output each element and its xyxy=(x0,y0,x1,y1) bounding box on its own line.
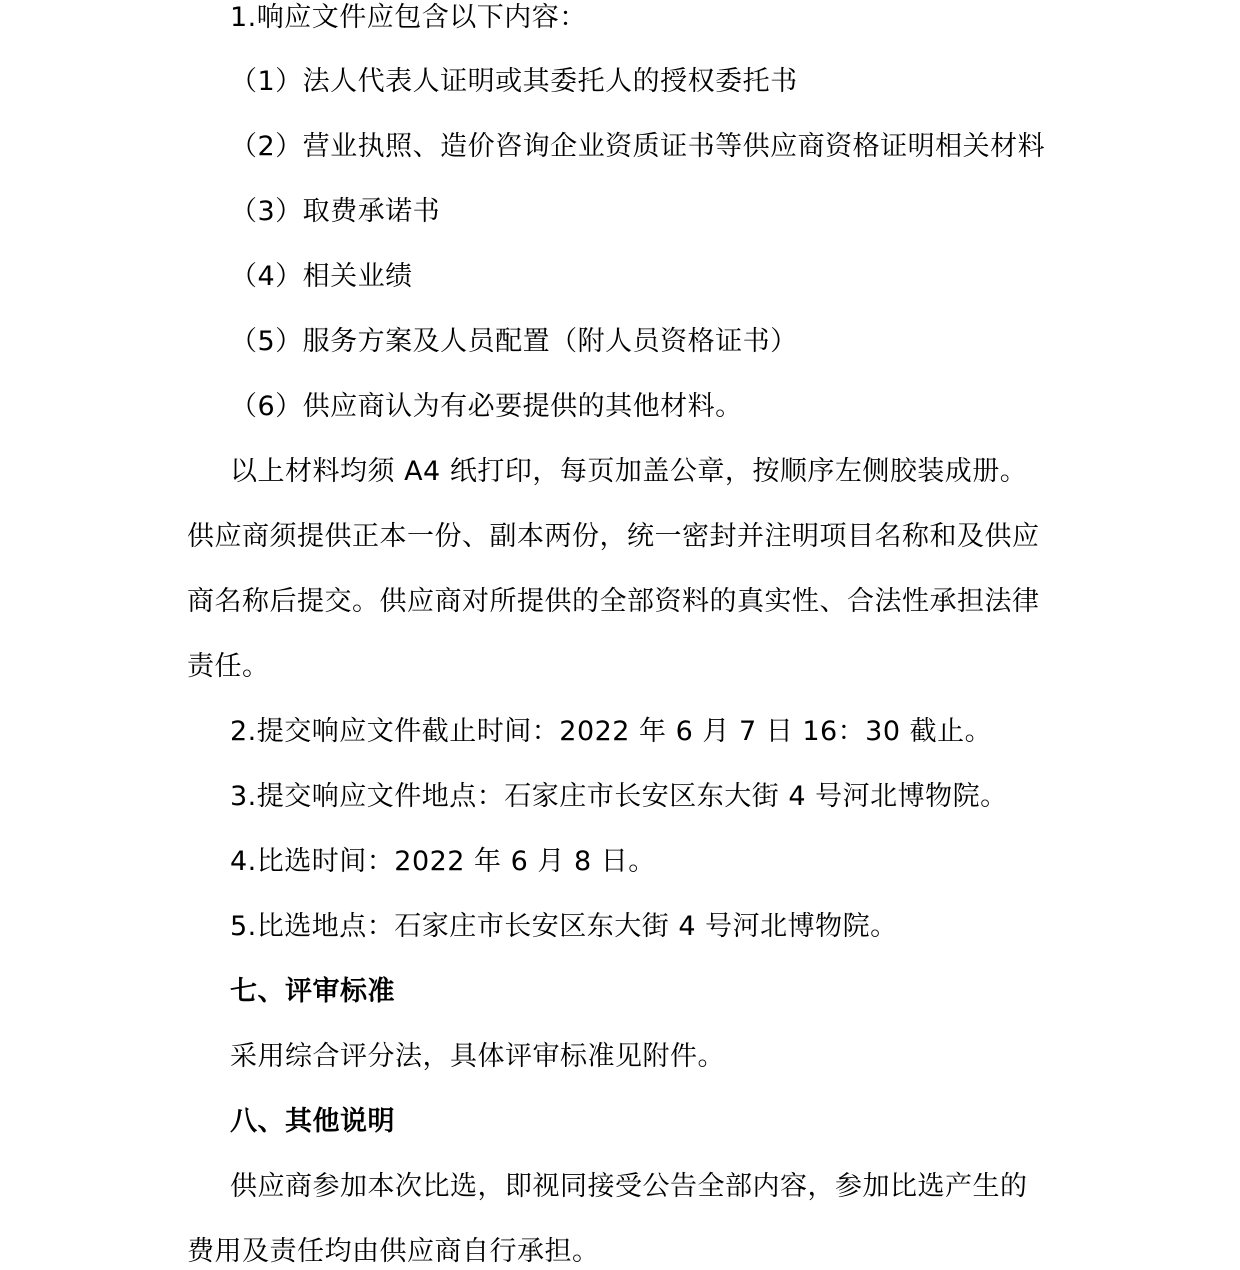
section-8-body-line-2: 费用及责任均由供应商自行承担。 xyxy=(187,1236,600,1267)
section-7-body: 采用综合评分法，具体评审标准见附件。 xyxy=(230,1041,725,1072)
materials-line-3: 商名称后提交。供应商对所提供的全部资料的真实性、合法性承担法律 xyxy=(187,586,1040,617)
section-7-title: 七、评审标准 xyxy=(230,976,395,1007)
sub-item-5: （5）服务方案及人员配置（附人员资格证书） xyxy=(230,326,798,357)
sub-item-2: （2）营业执照、造价咨询企业资质证书等供应商资格证明相关材料 xyxy=(230,131,1046,162)
materials-line-4: 责任。 xyxy=(187,651,270,682)
materials-line-1: 以上材料均须 A4 纸打印，每页加盖公章，按顺序左侧胶装成册。 xyxy=(230,456,1028,487)
sub-item-3: （3）取费承诺书 xyxy=(230,196,441,227)
item-1: 1.响应文件应包含以下内容： xyxy=(230,2,587,33)
section-8-body-line-1: 供应商参加本次比选，即视同接受公告全部内容，参加比选产生的 xyxy=(230,1171,1028,1202)
section-8-title: 八、其他说明 xyxy=(230,1106,395,1137)
item-5: 5.比选地点：石家庄市长安区东大街 4 号河北博物院。 xyxy=(230,911,898,942)
item-4: 4.比选时间：2022 年 6 月 8 日。 xyxy=(230,846,656,877)
sub-item-6: （6）供应商认为有必要提供的其他材料。 xyxy=(230,391,743,422)
materials-line-2: 供应商须提供正本一份、副本两份，统一密封并注明项目名称和及供应 xyxy=(187,521,1040,552)
sub-item-1: （1）法人代表人证明或其委托人的授权委托书 xyxy=(230,66,798,97)
item-2: 2.提交响应文件截止时间：2022 年 6 月 7 日 16：30 截止。 xyxy=(230,716,993,747)
sub-item-4: （4）相关业绩 xyxy=(230,261,413,292)
item-3: 3.提交响应文件地点：石家庄市长安区东大街 4 号河北博物院。 xyxy=(230,781,1008,812)
